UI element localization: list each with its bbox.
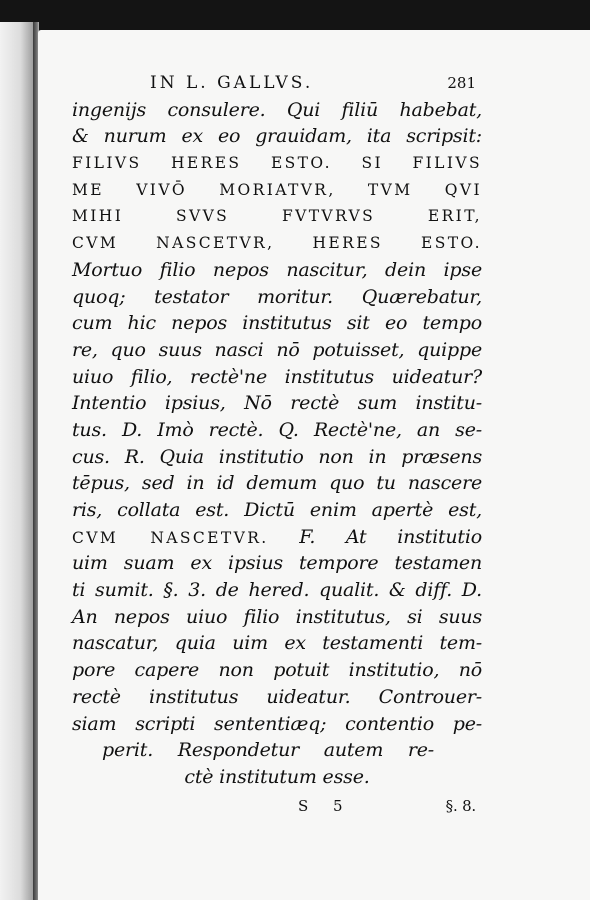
text-line: uiuo filio, rectè'ne institutus uideatur? xyxy=(72,365,482,388)
text-line: tus. D. Imò rectè. Q. Rectè'ne, an se- xyxy=(72,418,482,441)
text-line-caps: CVM NASCETVR. xyxy=(72,528,269,547)
text-line: re, quo suus nasci nō potuisset, quippe xyxy=(72,338,482,361)
text-line: ME VIVŌ MORIATVR, TVM QVI xyxy=(72,180,482,199)
text-line: ingenijs consulere. Qui filiū habebat, xyxy=(72,98,482,121)
text-line-rest: F. At institutio xyxy=(268,525,482,548)
running-header xyxy=(72,70,482,97)
text-line: MIHI SVVS FVTVRVS ERIT, xyxy=(72,207,482,226)
text-line: An nepos uiuo filio institutus, si suus xyxy=(72,605,482,628)
text-line xyxy=(72,524,482,551)
text-line: cum hic nepos institutus sit eo tempo xyxy=(72,312,482,335)
text-line: nascatur, quia uim ex testamenti tem- xyxy=(72,632,482,655)
text-line: uim suam ex ipsius tempore testamen xyxy=(72,552,482,575)
text-line: FILIVS HERES ESTO. SI FILIVS xyxy=(72,154,482,173)
signature-mark: S 5 xyxy=(298,796,353,815)
text-line: quoq; testator moritur. Quærebatur, xyxy=(72,285,482,308)
text-line: Mortuo filio nepos nascitur, dein ipse xyxy=(72,258,482,281)
text-line: cus. R. Quia institutio non in præsens xyxy=(72,445,482,468)
text-line: pore capere non potuit institutio, nō xyxy=(72,659,482,682)
page-text-block xyxy=(72,70,482,819)
text-line: ctè institutum esse. xyxy=(184,765,370,788)
facing-page-edge xyxy=(0,22,34,900)
text-line: Intentio ipsius, Nō rectè sum institu- xyxy=(72,392,482,415)
page-footer xyxy=(72,793,482,820)
text-line: siam scripti sententiæq; contentio pe- xyxy=(72,712,482,735)
text-line: CVM NASCETVR, HERES ESTO. xyxy=(72,234,482,253)
text-line: ti sumit. §. 3. de hered. qualit. & diff. D. xyxy=(72,579,482,602)
text-line: & nurum ex eo grauidam, ita scripsit: xyxy=(72,125,482,148)
text-line: rectè institutus uideatur. Controuer- xyxy=(72,685,482,708)
running-title: IN L. GALLVS. xyxy=(150,73,314,93)
book-page xyxy=(38,30,590,900)
text-line: perit. Respondetur autem re- xyxy=(102,739,434,762)
page-number: 281 xyxy=(447,74,476,92)
text-line: tēpus, sed in id demum quo tu nascere xyxy=(72,472,482,495)
catchword-reference: §. 8. xyxy=(445,796,476,815)
text-line: ris, collata est. Dictū enim apertè est, xyxy=(72,499,482,521)
